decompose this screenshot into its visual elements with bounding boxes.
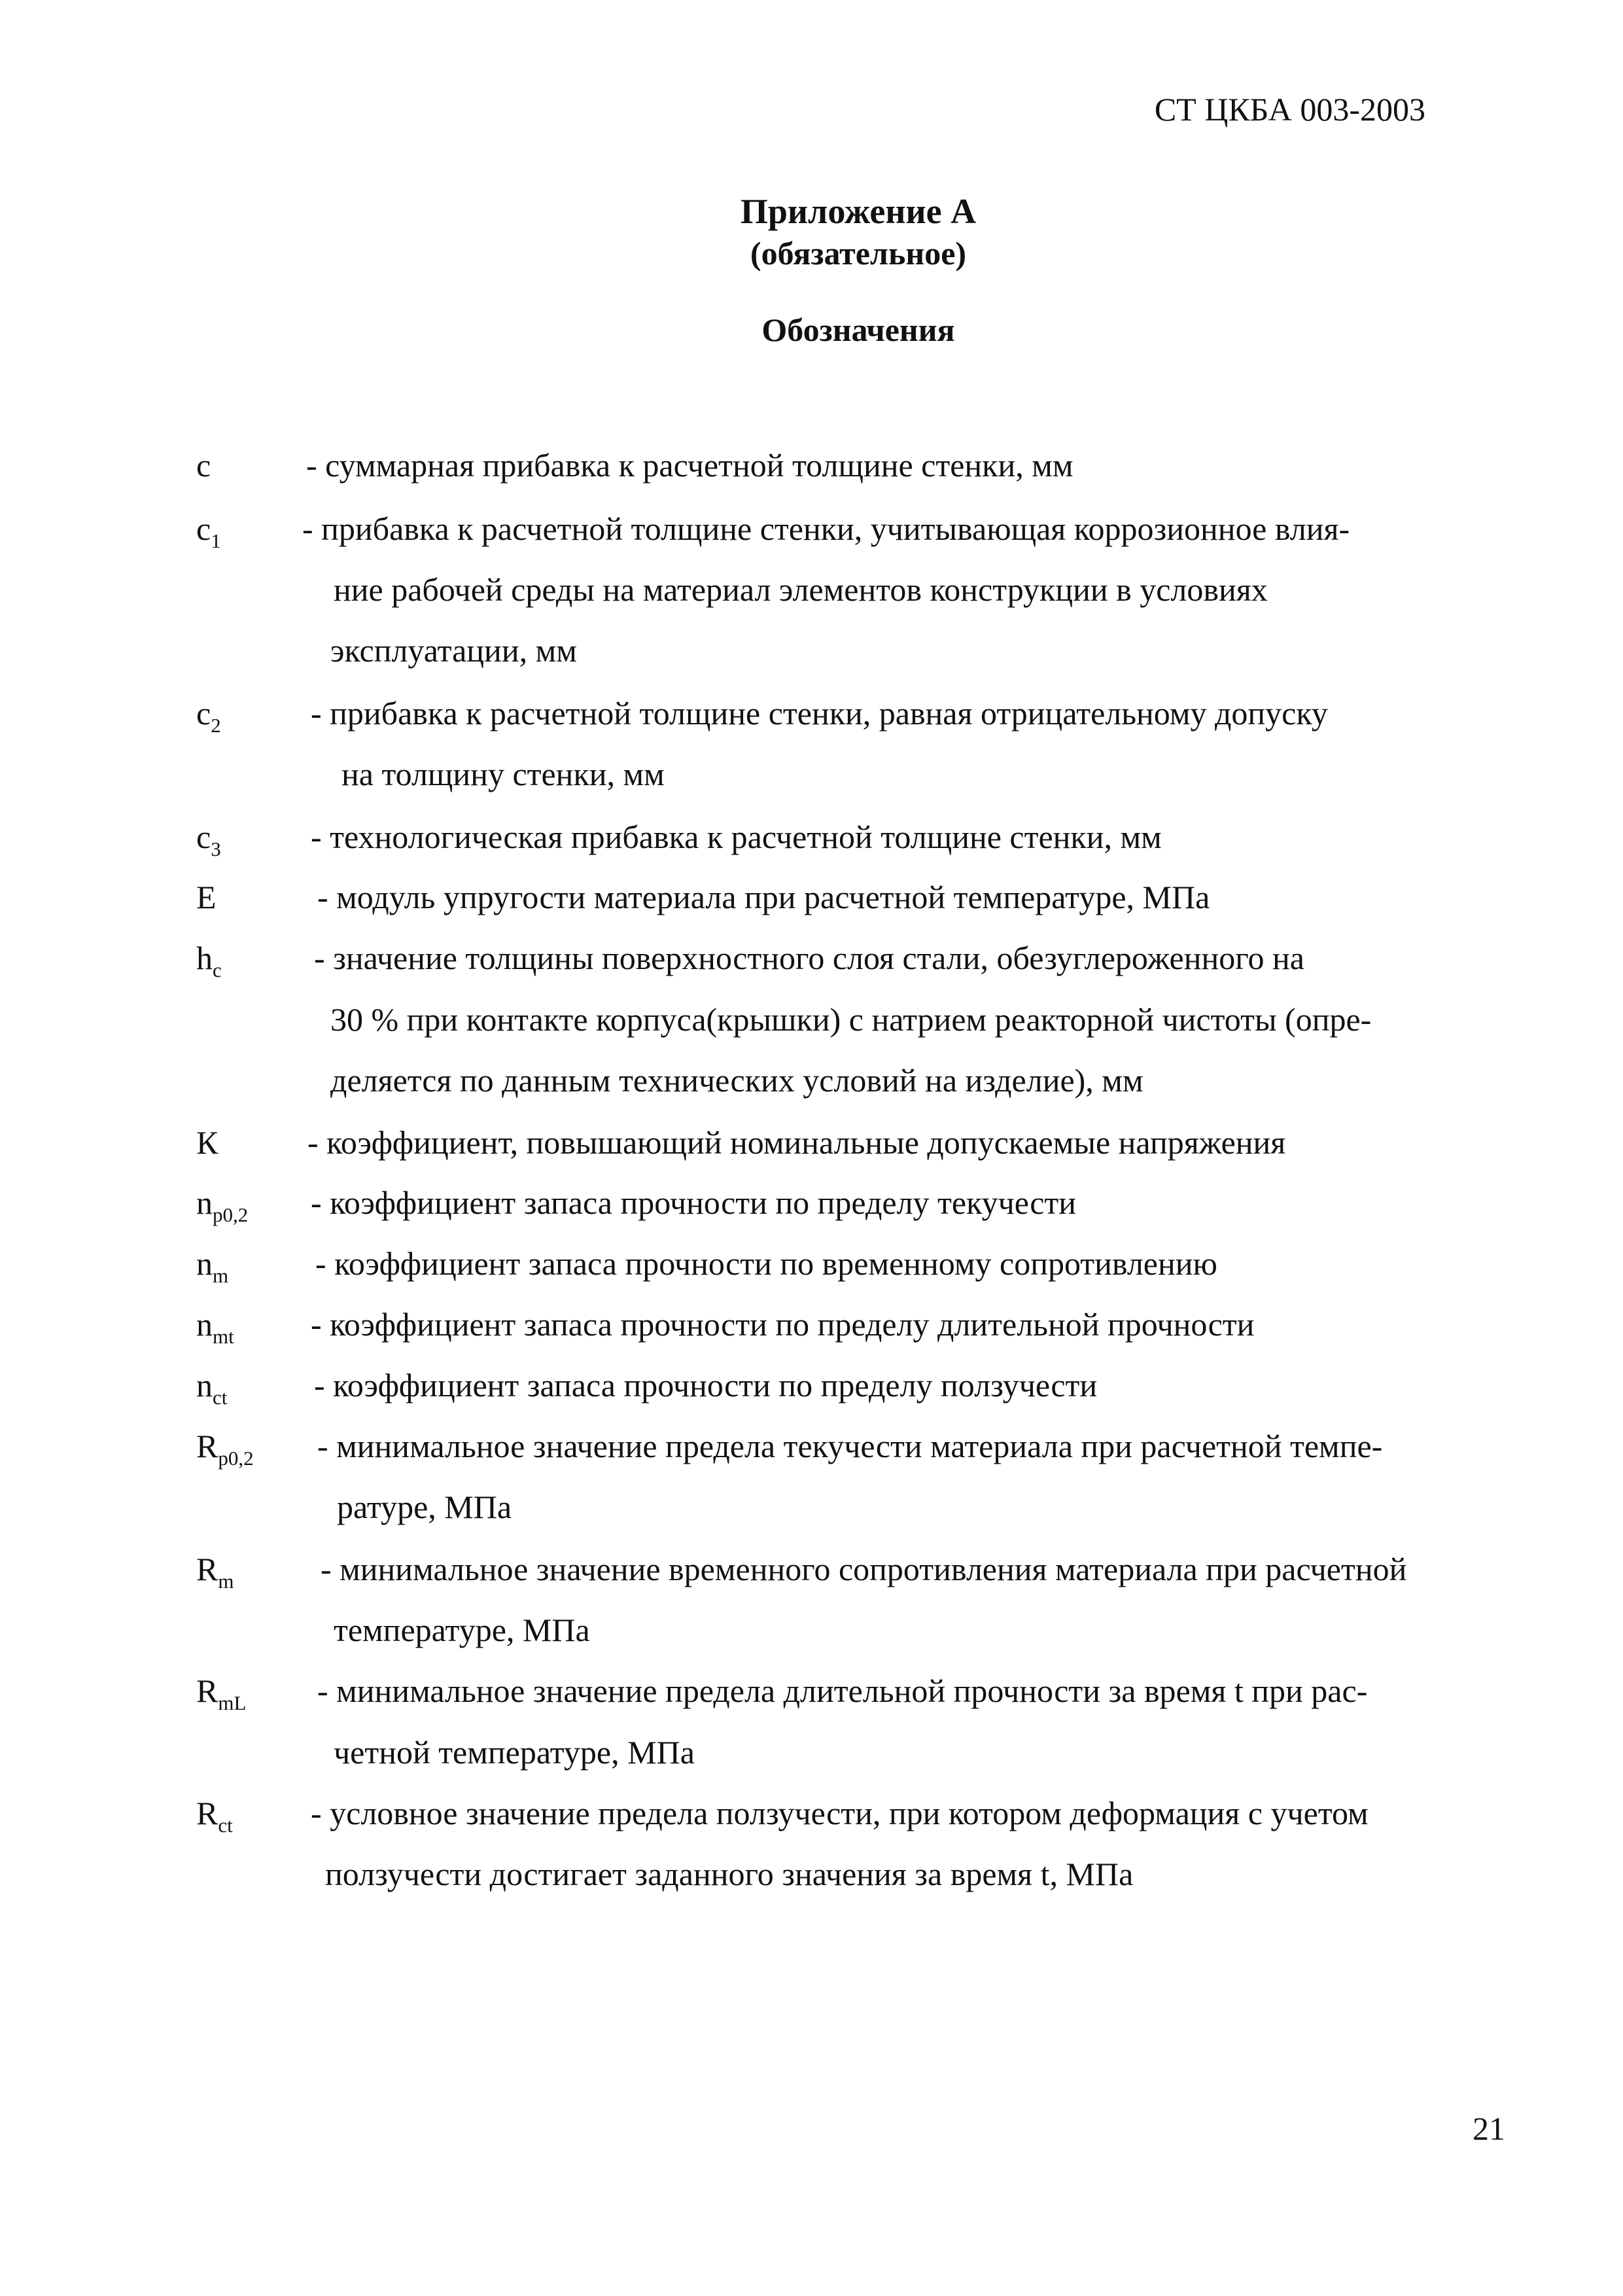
appendix-status: (обязательное) xyxy=(750,235,967,272)
definition-text: - коэффициент, повышающий номинальные допускаемые напряжения xyxy=(307,1124,1286,1161)
section-heading: Обозначения xyxy=(761,311,955,348)
definition-text: - коэффициент запаса прочности по временному сопротивлению xyxy=(315,1245,1217,1282)
symbol-subscript: mL xyxy=(218,1691,247,1714)
definition-text-continuation: эксплуатации, мм xyxy=(330,632,577,669)
symbol-base: R xyxy=(196,1795,218,1831)
definition-text: - коэффициент запаса прочности по пределу ползучести xyxy=(314,1367,1098,1404)
appendix-title: Приложение А xyxy=(740,192,977,231)
definition-text: - модуль упругости материала при расчетной температуре, МПа xyxy=(317,879,1210,915)
definition-text-continuation: ратуре, МПа xyxy=(337,1489,512,1525)
symbol-subscript: c xyxy=(213,959,222,981)
symbol-subscript: m xyxy=(218,1570,234,1593)
symbol-base: n xyxy=(196,1184,213,1221)
symbol-base: c xyxy=(196,510,211,547)
definition-symbol xyxy=(196,1305,234,1348)
definition-text: - коэффициент запаса прочности по пределу длительной прочности xyxy=(311,1306,1255,1343)
definition-symbol xyxy=(196,446,211,484)
definition-symbol xyxy=(196,1550,234,1593)
symbol-base: R xyxy=(196,1551,218,1587)
definition-text: - минимальное значение предела длительной прочности за время t при рас- xyxy=(317,1672,1368,1709)
definition-symbol xyxy=(196,1245,229,1287)
definition-text: - прибавка к расчетной толщине стенки, равная отрицательному допуску xyxy=(311,695,1328,732)
symbol-subscript: 3 xyxy=(211,838,221,860)
definition-symbol xyxy=(196,1794,233,1837)
definition-symbol xyxy=(196,510,221,552)
definition-symbol xyxy=(196,1184,249,1226)
definition-text: - коэффициент запаса прочности по пределу текучести xyxy=(311,1184,1077,1221)
document-code: СТ ЦКБА 003-2003 xyxy=(1154,91,1425,128)
symbol-base: R xyxy=(196,1672,218,1709)
definition-text-continuation: деляется по данным технических условий на изделие), мм xyxy=(330,1062,1143,1099)
symbol-subscript: ct xyxy=(218,1814,233,1837)
definition-text: - значение толщины поверхностного слоя стали, обезуглероженного на xyxy=(314,940,1304,976)
symbol-base: R xyxy=(196,1428,218,1464)
definition-symbol xyxy=(196,1672,247,1714)
definition-text-continuation: ползучести достигает заданного значения за время t, МПа xyxy=(325,1856,1134,1892)
symbol-base: h xyxy=(196,940,213,976)
definition-text-continuation: 30 % при контакте корпуса(крышки) с натрием реакторной чистоты (опре- xyxy=(330,1001,1372,1038)
definition-symbol xyxy=(196,1123,218,1161)
definition-text: - суммарная прибавка к расчетной толщине стенки, мм xyxy=(306,447,1073,484)
symbol-base: n xyxy=(196,1367,213,1404)
definition-text-continuation: четной температуре, МПа xyxy=(334,1734,695,1771)
definition-symbol xyxy=(196,818,221,860)
symbol-subscript: m xyxy=(213,1264,229,1287)
definition-text: - минимальное значение предела текучести материала при расчетной темпе- xyxy=(317,1428,1383,1464)
symbol-base: E xyxy=(196,879,217,915)
symbol-subscript: p0,2 xyxy=(218,1447,254,1470)
symbol-subscript: mt xyxy=(213,1325,234,1348)
symbol-base: c xyxy=(196,447,211,484)
symbol-base: n xyxy=(196,1306,213,1343)
definition-text-continuation: на толщину стенки, мм xyxy=(341,756,665,792)
definition-symbol xyxy=(196,1366,228,1409)
symbol-subscript: 1 xyxy=(211,529,221,552)
definition-text: - прибавка к расчетной толщине стенки, учитывающая коррозионное влия- xyxy=(302,510,1350,547)
symbol-subscript: 2 xyxy=(211,714,221,737)
definition-text-continuation: температуре, МПа xyxy=(334,1612,590,1648)
symbol-subscript: ct xyxy=(213,1386,228,1409)
definition-text: - условное значение предела ползучести, при котором деформация с учетом xyxy=(311,1795,1369,1831)
symbol-subscript: p0,2 xyxy=(213,1203,249,1226)
definition-symbol xyxy=(196,939,222,981)
page-number: 21 xyxy=(1473,2110,1505,2147)
definition-symbol xyxy=(196,694,221,737)
definition-text: - технологическая прибавка к расчетной толщине стенки, мм xyxy=(311,819,1162,855)
symbol-base: n xyxy=(196,1245,213,1282)
definition-text-continuation: ние рабочей среды на материал элементов конструкции в условиях xyxy=(334,571,1268,608)
definition-symbol xyxy=(196,878,217,916)
definition-text: - минимальное значение временного сопротивления материала при расчетной xyxy=(321,1551,1407,1587)
symbol-base: c xyxy=(196,695,211,732)
symbol-base: К xyxy=(196,1124,218,1161)
symbol-base: c xyxy=(196,819,211,855)
definition-symbol xyxy=(196,1427,254,1470)
